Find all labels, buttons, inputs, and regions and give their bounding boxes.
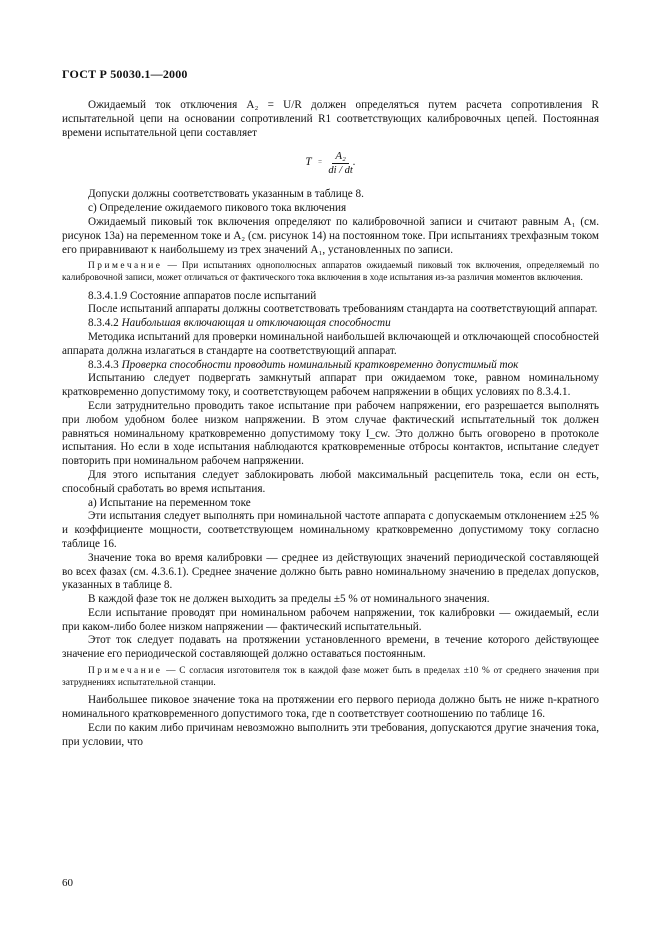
paragraph-method: Методика испытаний для проверки номинальной наибольшей включающей и отключающей способностей аппарата должна излагаться в стандарте на соответствующий аппарат.	[62, 330, 599, 357]
note-1	[62, 261, 599, 284]
paragraph-phase-limits: В каждой фазе ток не должен выходить за пределы ±5 % от номинального значения.	[88, 593, 490, 606]
section-title: Проверка способности проводить номинальный кратковременно допустимый ток	[121, 358, 519, 371]
paragraph-lower-voltage: Если затруднительно проводить такое испытание при рабочем напряжении, его разрешается выполнять при любом удобном более низком напряжении. В этом случае фактический испытательный ток должен равняться номинальному кратковременно допустимому току I_cw. Это должно быть оговорено в протоколе испытания. Но если в ходе испытания наблюдаются кратковременные отбросы контактов, испытание следует повторить при номинальном рабочем напряжении.	[62, 399, 599, 468]
paragraph-frequency: Эти испытания следует выполнять при номинальной частоте аппарата с допускаемым отклонением ±25 % и коэффициенте мощности, соответствующем номинальному кратковременно допустимому току согласно таблице 16.	[62, 510, 599, 550]
paragraph-other-values: Если по каким либо причинам невозможно выполнить эти требования, допускаются другие значения тока, при условии, что	[62, 721, 599, 748]
section-title: Наибольшая включающая и отключающая способности	[121, 317, 391, 330]
time-constant-formula	[62, 144, 599, 182]
paragraph-closed-device: Испытанию следует подвергать замкнутый аппарат при ожидаемом токе, равном номинальному кратковременно допустимому току, и соответствующем рабочем напряжении в общих условиях по 8.3.4.1.	[62, 372, 599, 399]
paragraph-peak-current: Ожидаемый пиковый ток включения определяют по калибровочной записи и считают равным A₁ (см. рисунок 13а) на переменном токе и A₂ (см. рисунок 14) на постоянном токе. При испытаниях трехфазным током его приравнивают к наибольшему из трех значений A₁, установленных по записи.	[62, 215, 599, 256]
paragraph-breaking-current: Ожидаемый ток отключения A₂ = U/R должен определяться путем расчета сопротивления R испытательной цепи на основании сопротивлений R1 соответствующих калибровочных цепей. Постоянная времени испытательной цепи составляет	[62, 99, 599, 139]
section-8-3-4-1-9: 8.3.4.1.9 Состояние аппаратов после испытаний	[88, 289, 317, 302]
formula-lhs: T	[305, 156, 312, 169]
formula-fraction	[328, 150, 353, 177]
paragraph-block-release: Для этого испытания следует заблокировать любой максимальный расцепитель тока, если он есть, способный сработать во время испытания.	[62, 468, 599, 495]
paragraph-peak-first-period: Наибольшее пиковое значение тока на протяжении его первого периода должно быть не ниже n-кратного номинального кратковременного допустимого тока, где n соответствует соотношению по таблице 16.	[62, 694, 599, 721]
paragraph-item-a: а) Испытание на переменном токе	[88, 496, 251, 509]
paragraph-calibration-value: Значение тока во время калибровки — среднее из действующих значений периодической составляющей во всех фазах (см. 4.3.6.1). Среднее значение должно быть равно номинальному значению в пределах допусков, указанных в таблице 8.	[62, 551, 599, 592]
paragraph-duration: Этот ток следует подавать на протяжении установленного времени, в течение которого действующее значение его периодической составляющей должно оставаться постоянным.	[62, 634, 599, 661]
note-text: — При испытаниях однополюсных аппаратов ожидаемый пиковый ток включения, определяемый по калибровочной записи, может отличаться от фактического тока включения в ходе испытания из-за различия моментов включения.	[62, 261, 600, 283]
section-number: 8.3.4.2	[88, 317, 119, 330]
paragraph-item-c: с) Определение ожидаемого пикового тока включения	[88, 202, 347, 215]
note-label: Примечание	[88, 261, 163, 272]
section-number: 8.3.4.3	[88, 358, 119, 371]
note-2	[62, 666, 599, 689]
note-text: — С согласия изготовителя ток в каждой фазе может быть в пределах ±10 % от среднего значения при затруднениях испытательной станции.	[62, 666, 599, 688]
formula-numerator: A₂	[332, 150, 349, 164]
section-8-3-4-3	[62, 359, 599, 373]
section-8-3-4-2	[62, 317, 599, 331]
formula-relation: =	[317, 158, 323, 167]
formula-denominator: di / dt	[328, 164, 353, 176]
paragraph-rated-voltage: Если испытание проводят при номинальном рабочем напряжении, ток калибровки — ожидаемый, если при каком-либо более низком напряжении — фактический испытательный.	[62, 606, 599, 633]
document-body	[62, 99, 599, 749]
page-number: 60	[62, 877, 73, 889]
note-label: Примечание	[88, 666, 163, 677]
formula-trail: .	[352, 156, 356, 169]
paragraph-after-tests: После испытаний аппараты должны соответствовать требованиям стандарта на соответствующий аппарат.	[88, 303, 598, 316]
document-header: ГОСТ Р 50030.1—2000	[62, 67, 188, 81]
paragraph-tolerances: Допуски должны соответствовать указанным в таблице 8.	[88, 188, 364, 201]
